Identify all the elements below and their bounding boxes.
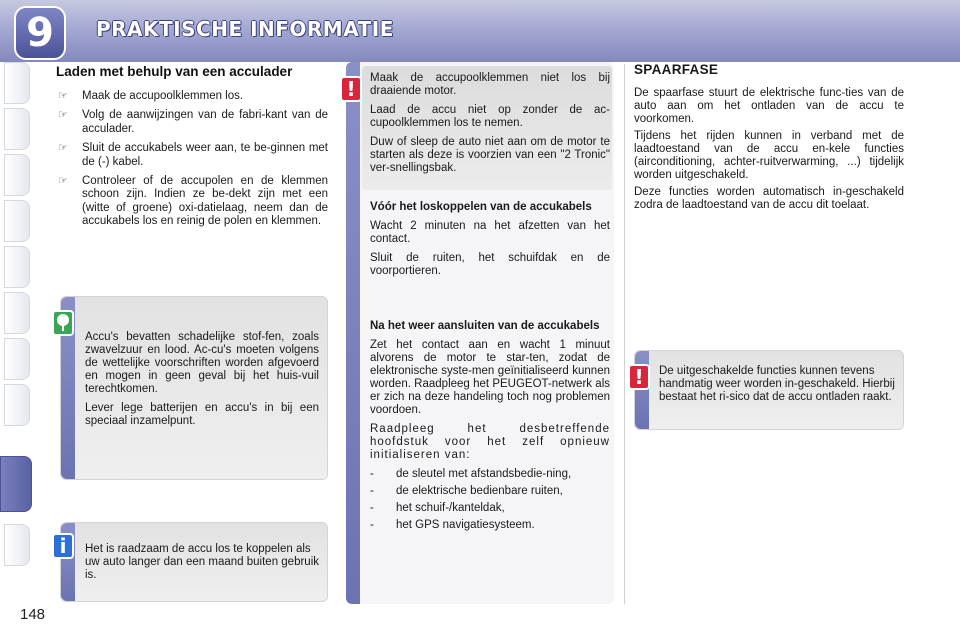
warning-icon: !	[628, 364, 650, 390]
warning-icon: !	[340, 76, 362, 102]
disconnect-heading: Vóór het loskoppelen van de accukabels	[370, 201, 592, 213]
reconnect-paragraph: Zet het contact aan en wacht 1 minuut alvorens de motor te star-ten, zodat de elektronische syste-men geïnitialiseerd kunnen worden. Raadpleeg het PEUGEOT-netwerk als er zich na deze handeling toch nog problemen voordoen.	[370, 339, 610, 416]
list-item: - de elektrische bedienbare ruiten,	[370, 485, 563, 497]
section-heading-spaarfase: SPAARFASE	[634, 62, 719, 77]
page-title: PRAKTISCHE INFORMATIE	[96, 17, 394, 41]
eco-panel	[60, 296, 328, 480]
tree-icon	[52, 310, 74, 336]
chapter-tab[interactable]	[4, 384, 30, 426]
info-panel	[60, 522, 328, 602]
section-heading-charger: Laden met behulp van een acculader	[56, 64, 293, 79]
chapter-tab[interactable]	[4, 154, 30, 196]
chapter-tab[interactable]	[4, 524, 30, 566]
disconnect-paragraph: Sluit de ruiten, het schuifdak en de voorportieren.	[370, 252, 610, 277]
panel-stripe	[635, 351, 649, 429]
list-item: - het GPS navigatiesysteem.	[370, 519, 535, 531]
warning-paragraph: Laad de accu niet op zonder de ac-cupoolklemmen los te nemen.	[370, 104, 610, 129]
chapter-tab-strip	[0, 62, 34, 582]
chapter-tab[interactable]	[4, 292, 30, 334]
spaarfase-warning-text: De uitgeschakelde functies kunnen tevens handmatig weer worden in-geschakeld. Hierbij bestaat het ri-sico dat de accu ontladen raakt.	[659, 365, 895, 403]
list-item: ☞ Controleer of de accupolen en de klemmen schoon zijn. Indien ze be-dekt zijn met een (witte of groene) oxi-datielaag, neem dan de accukabels los en reinig de polen en klemmen.	[58, 175, 328, 228]
list-item: ☞ Volg de aanwijzingen van de fabri-kant van de acculader.	[58, 109, 328, 135]
pointing-hand-icon: ☞	[58, 90, 68, 102]
chapter-tab[interactable]	[4, 338, 30, 380]
spaarfase-warning-panel	[634, 350, 904, 430]
left-column	[56, 64, 328, 235]
warning-paragraph: Duw of sleep de auto niet aan om de motor te starten als deze is voorzien van een "2 Tronic" ver-snellingsbak.	[370, 136, 610, 174]
column-divider	[624, 64, 625, 604]
reconnect-heading: Na het weer aansluiten van de accukabels	[370, 320, 600, 332]
disconnect-paragraph: Wacht 2 minuten na het afzetten van het contact.	[370, 220, 610, 245]
list-item: ☞ Sluit de accukabels weer aan, te be-ginnen met de (-) kabel.	[58, 142, 328, 168]
info-icon: i	[52, 533, 74, 559]
chapter-tab[interactable]	[4, 108, 30, 150]
spacer	[370, 284, 610, 320]
page-number: 148	[20, 606, 46, 623]
list-item: - het schuif-/kanteldak,	[370, 502, 505, 514]
bullet-list	[56, 90, 328, 229]
pointing-hand-icon: ☞	[58, 142, 68, 155]
list-item: ☞ Maak de accupoolklemmen los.	[58, 90, 244, 102]
middle-column-text	[370, 72, 610, 536]
reconnect-paragraph: Raadpleeg het desbetreffende hoofdstuk voor het zelf opnieuw initialiseren van:	[370, 423, 610, 461]
right-column: SPAARFASE De spaarfase stuurt de elektrische func-ties van de auto aan om het ontladen van de accu te voorkomen. Tijdens het rijden kunnen in verband met de laadtoestand van de accu en-kele functies (airconditioning, achter-ruitverwarming, ...) tijdelijk worden uitgeschakeld. Deze functies worden automatisch in-geschakeld zodra de laadtoestand van de accu dit toelaat.	[634, 62, 904, 211]
chapter-tab[interactable]	[4, 200, 30, 242]
chapter-tab[interactable]	[4, 246, 30, 288]
pointing-hand-icon: ☞	[58, 109, 68, 122]
spacer	[370, 181, 610, 201]
panel-stripe	[346, 62, 360, 604]
warning-paragraph: Maak de accupoolklemmen niet los bij draaiende motor.	[370, 72, 610, 97]
chapter-number-badge: 9	[14, 6, 66, 60]
chapter-tab-active[interactable]	[0, 456, 32, 512]
reinit-list	[370, 468, 610, 532]
chapter-tab[interactable]	[4, 62, 30, 104]
pointing-hand-icon: ☞	[58, 175, 68, 188]
info-panel-text: Het is raadzaam de accu los te koppelen als uw auto langer dan een maand buiten gebruik is.	[85, 543, 320, 581]
list-item: - de sleutel met afstandsbedie-ning,	[370, 468, 572, 480]
eco-panel-text: Accu's bevatten schadelijke stof-fen, zoals zwavelzuur en lood. Ac-cu's moeten volgens de wettelijke voorschriften worden afgevoerd en mogen in geen geval bij het huis-vuil terechtkomen. Lever lege batterijen en accu's in bij een speciaal inzamelpunt.	[85, 331, 319, 427]
